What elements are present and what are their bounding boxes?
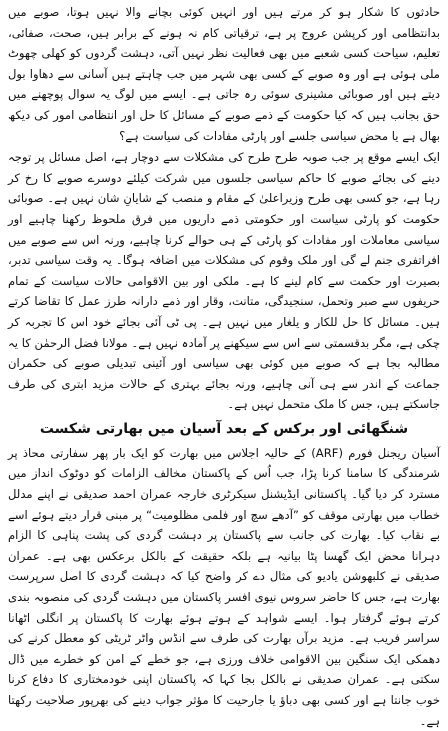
article2-paragraph-1: آسیان ریجنل فورم (ARF) کے حالیہ اجلاس میں بھارت کو ایک بار پھر سفارتی محاذ پر شرمندگی کا سامنا کرنا پڑا، جب اُس کے پاکستان مخالف الزامات کو دوٹوک انداز میں مسترد کر دیا گیا۔ پاکستانی ایڈیشنل سیکرٹری خارجہ عمران احمد صدیقی نے اپنے مدلل خطاب میں بھارتی موقف کو ”آدھے سچ اور فلمی مظلومیت“ پر مبنی قرار دیتے ہوئے اسے بے نقاب کیا۔ بھارت کی جانب سے پاکستان پر دہشت گردی کی پشت پناہی کا الزام دہرانا محض ایک گھسا پٹا بیانیہ ہے بلکہ حقیقت کے بالکل برعکس بھی ہے۔ عمران صدیقی نے کلبھوشن یادیو کی مثال دے کر واضح کیا کہ دہشت گردی کا اصل سرپرست بھارت ہے، جس کا حاضر سروس نیوی افسر پاکستان میں دہشت گردی کی منصوبہ بندی کرتے ہوئے گرفتار ہوا۔ ایسے شواہد کے ہوتے ہوئے بھارت کا پاکستان پر انگلی اٹھانا سراسر فریب ہے۔ مزید برآں بھارت کی طرف سے انڈس واٹر ٹریٹی کو معطل کرنے کی دھمکی ایک سنگین بین الاقوامی خلاف ورزی ہے، جو خطے کے امن کو خطرے میں ڈال سکتی ہے۔ عمران صدیقی نے بالکل بجا کہا کہ پاکستان اپنی خودمختاری کا دفاع کرنا خوب جانتا ہے اور کسی بھی دباؤ یا جارحیت کا مؤثر جواب دینے کی بھرپور صلاحیت رکھتا ہے۔: [8, 445, 440, 728]
article1-paragraph-1: حادثوں کا شکار ہو کر مرتے ہیں اور انہیں کوئی بچانے والا نہیں ہوتا، صوبے میں بدانتظامی اور کرپشن عروج پر ہے، ترقیاتی کام نہ ہونے کے برابر ہیں، صحت، صفائی، تعلیم، سیاحت کسی شعبے میں بھی فعالیت نظر نہیں آتی، دہشت گردوں کو کھلی چھوٹ ملی ہوئی ہے اور وہ صوبے کے کسی بھی شہر میں جب چاہتے ہیں آسانی سے دھاوا بول دیتے ہیں اور صوبائی مشینری سوئی رہ جاتی ہے۔ ایسے میں لوگ یہ سوال پوچھنے میں حق بجانب ہیں کہ کیا حکومت کے ذمے صوبے کے مسائل کا حل اور انتظامی امور کی دیکھ بھال ہے یا محض سیاسی جلسے اور پارٹی مفادات کی سیاست ہے؟: [8, 5, 440, 143]
article1-paragraph-2: ایک ایسے موقع پر جب صوبہ طرح طرح کی مشکلات سے دوچار ہے، اصل مسائل پر توجہ دینے کی بجائے صوبے کا حاکم سیاسی جلسوں میں شرکت کیلئے دوسرے صوبے کا رخ کر رہا ہے، جو کسی بھی طرح وزیراعلیٰ کے مقام و منصب کے شایانِ شان نہیں ہے۔ صوبائی حکومت کو پارٹی سیاست اور حکومتی ذمے داریوں میں فرق ملحوظ رکھنا چاہیے اور سیاسی معاملات اور مفادات کو پارٹی کے ہی حوالے کرنا چاہیے، ورنہ اس سے صوبے میں افراتفری جنم لے گی اور ملک وقوم کی مشکلات میں اضافہ ہوگا۔ یہ وقت سیاسی تدبر، بصیرت اور حکمت سے کام لینے کا ہے۔ ملکی اور بین الاقوامی حالات سیاست کے تمام حریفوں سے صبر وتحمل، سنجیدگی، متانت، وقار اور ذمے دارانہ طرز عمل کا تقاضا کرتے ہیں۔ مسائل کا حل للکار و یلغار میں نہیں ہے۔ پی ٹی آئی بجائے خود اس کا تجربہ کر چکی ہے، مگر بدقسمتی سے اس سے سیکھنے پر آمادہ نہیں ہے۔ مولانا فضل الرحمٰن کا یہ مطالبہ بجا ہے کہ صوبے میں کوئی بھی سیاسی اور آئینی تبدیلی صوبے کی حکمران جماعت کے اندر سے ہی آنی چاہیے، ورنہ بجائے بہتری کے حالات مزید ابتری کی طرف جاسکتے ہیں، جس کا ملک متحمل نہیں ہے۔: [8, 150, 440, 412]
article2-headline: شنگھائی اور برکس کے بعد آسیان میں بھارتی شکست: [39, 420, 409, 437]
